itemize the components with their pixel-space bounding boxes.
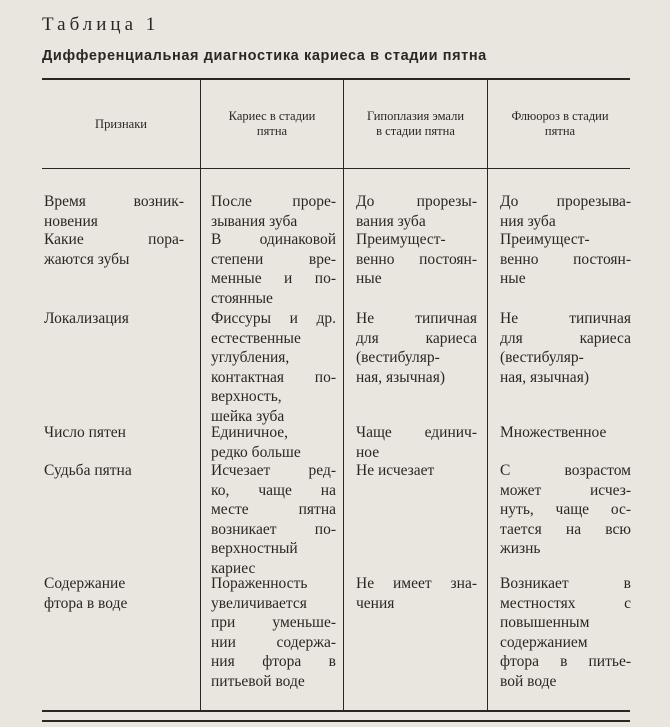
header-fluorosis [488,80,632,168]
cell-line: Преимущест- [500,231,590,248]
cell-fluorosis [500,574,631,692]
cell-line: В одинаковой [211,231,336,248]
cell-line: Не типичная [356,310,477,327]
cell-line: контактная по- [211,368,336,386]
cell-line: Преимущест- [356,231,446,248]
cell-line: После проре- [211,193,336,210]
cell-line: Не имеет зна- [356,575,477,592]
cell-caries [211,192,336,231]
cell-caries [211,461,336,579]
cell-line: степени вре- [211,250,336,268]
cell-line: Исчезает ред- [211,462,336,479]
cell-line: Не типичная [500,310,631,327]
cell-sign [44,192,184,231]
cell-line: ная, язычная) [500,368,589,386]
cell-line: Пораженность [211,575,308,592]
cell-line: ная, язычная) [356,368,445,386]
header-caries-line: пятна [256,124,288,138]
cell-line: До прорезы- [356,193,477,210]
cell-line: Какие пора- [44,231,184,248]
cell-line: содержанием [500,633,588,651]
cell-caries [211,423,336,462]
cell-fluorosis [500,192,631,231]
cell-line: Время возник- [44,193,184,210]
cell-line: жизнь [500,540,541,558]
cell-line: венно постоян- [500,250,631,268]
cell-fluorosis [500,461,631,559]
cell-line: питьевой воде [211,672,305,690]
cell-line: Локализация [44,310,129,327]
cell-sign [44,461,184,481]
cell-line: нии содержа- [211,633,336,651]
cell-line: Единичное, [211,424,289,441]
cell-line: менные и по- [211,270,336,288]
cell-line: Содержание [44,575,126,592]
cell-caries [211,309,336,427]
cell-line: фтора в питье- [500,653,631,671]
column-divider [200,80,201,710]
cell-caries [211,574,336,692]
cell-sign [44,309,184,329]
cell-line: углубления, [211,349,290,367]
cell-fluorosis [500,423,631,443]
cell-line: может исчез- [500,481,631,499]
table-caption: Таблица 1 [42,14,160,35]
cell-line: чения [356,594,395,612]
cell-line: ния зуба [500,212,556,230]
cell-line: ное [356,443,380,461]
cell-line: С возрастом [500,462,631,479]
cell-line: фтора в воде [44,594,128,612]
cell-hypoplasia [356,574,477,613]
cell-line: верхностный [211,540,298,558]
cell-caries [211,230,336,308]
cell-line: зывания зуба [211,212,298,230]
cell-line: стоянные [211,289,273,307]
cell-hypoplasia [356,461,477,481]
header-hypoplasia-line: Гипоплазия эмали [366,109,465,123]
cell-line: тается на всю [500,520,631,538]
cell-line: для кариеса [500,329,631,347]
header-fluorosis-line: пятна [544,124,576,138]
cell-hypoplasia [356,309,477,387]
header-hypoplasia [344,80,487,168]
cell-fluorosis [500,230,631,289]
cell-line: возникает по- [211,520,336,538]
column-divider [487,80,488,710]
cell-fluorosis [500,309,631,387]
cell-line: жаются зубы [44,250,130,268]
header-rule [42,168,630,169]
cell-line: ные [356,270,382,288]
cell-line: Возникает в [500,575,631,592]
header-hypoplasia-line: в стадии пятна [376,124,455,138]
table-bottom-rule [42,710,630,712]
cell-hypoplasia [356,230,477,289]
header-caries [201,80,343,168]
cell-line: шейка зуба [211,407,285,425]
cell-sign [44,423,184,443]
cell-sign [44,230,184,269]
cell-line: месте пятна [211,501,336,519]
cell-line: Чаще единич- [356,424,477,441]
cell-line: верхность, [211,388,282,406]
cell-line: ко, чаще на [211,481,336,499]
cell-line: повышенным [500,614,590,632]
cell-hypoplasia [356,192,477,231]
cell-line: Не исчезает [356,462,435,479]
cell-line: До прорезыва- [500,193,631,210]
cell-line: Число пятен [44,424,126,441]
cell-line: ния фтора в [211,653,336,671]
column-divider [343,80,344,710]
header-signs-label: Признаки [95,116,147,131]
header-caries-line: Кариес в стадии [228,109,316,123]
cell-line: вой воде [500,672,557,690]
cell-line: ные [500,270,526,288]
table-title: Дифференциальная диагностика кариеса в стадии пятна [42,48,487,64]
cell-line: для кариеса [356,329,477,347]
cell-line: вания зуба [356,212,426,230]
cell-line: венно постоян- [356,250,477,268]
cell-sign [44,574,184,613]
cell-line: нуть, чаще ос- [500,501,631,519]
table-bottom-rule-double [42,720,630,722]
cell-hypoplasia [356,423,477,462]
cell-line: Множественное [500,424,607,441]
header-fluorosis-line: Флюороз в стадии [511,109,609,123]
cell-line: увеличивается [211,594,307,612]
cell-line: редко больше [211,443,301,461]
cell-line: естественные [211,329,301,347]
cell-line: местностях с [500,594,631,612]
cell-line: Судьба пятна [44,462,132,479]
header-signs [42,80,200,168]
cell-line: новения [44,212,98,230]
cell-line: Фиссуры и др. [211,310,336,327]
cell-line: кариес [211,559,256,577]
cell-line: (вестибуляр- [356,349,440,367]
cell-line: при уменьше- [211,614,336,632]
cell-line: (вестибуляр- [500,349,584,367]
